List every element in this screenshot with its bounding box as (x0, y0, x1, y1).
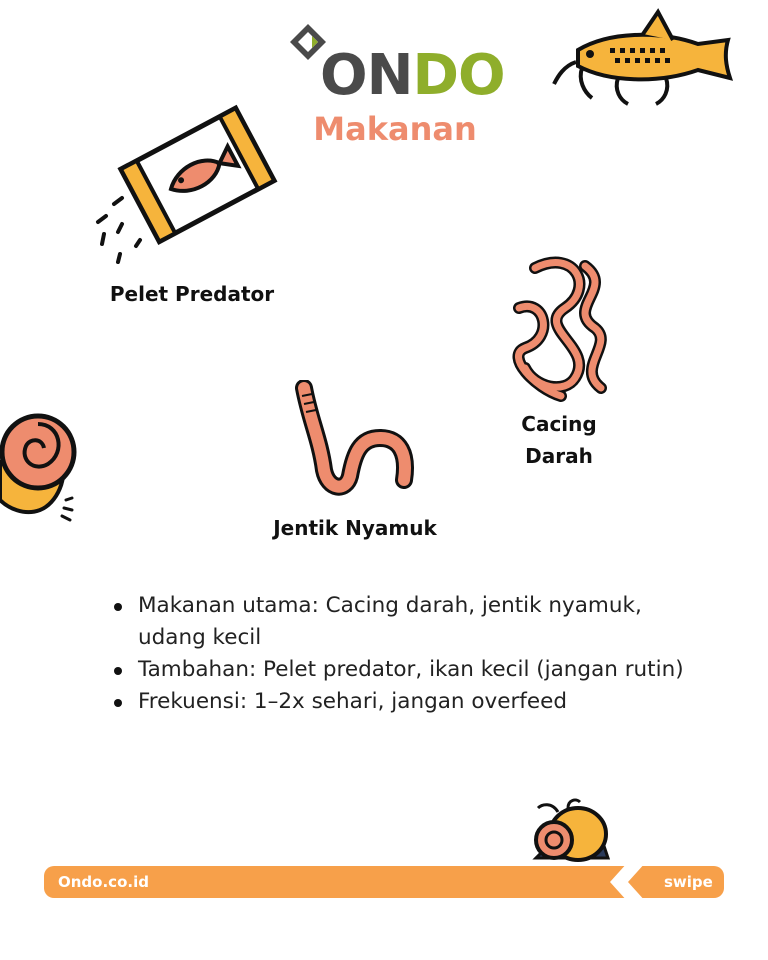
snail-small-icon (528, 798, 612, 868)
logo-wordmark (320, 43, 505, 108)
list-item: Makanan utama: Cacing darah, jentik nyamuk, udang kecil (110, 590, 750, 654)
food-label-cacing-darah (480, 408, 638, 472)
swipe-button[interactable]: swipe (664, 873, 713, 891)
catfish-icon (548, 4, 738, 112)
food-label-pelet-predator: Pelet Predator (109, 282, 275, 306)
food-label-jentik-nyamuk: Jentik Nyamuk (273, 516, 437, 540)
worm-icon (290, 380, 420, 500)
fish-food-pack-icon (92, 104, 282, 272)
bloodworm-icon (505, 248, 621, 408)
logo-part-do: DO (412, 43, 505, 108)
chevron-left-icon (600, 860, 660, 904)
brand-logo (288, 22, 505, 108)
logo-part-on: ON (320, 43, 413, 108)
list-item: Tambahan: Pelet predator, ikan kecil (jangan rutin) (110, 654, 750, 686)
list-item: Frekuensi: 1–2x sehari, jangan overfeed (110, 686, 750, 718)
food-label-line-1: Cacing (521, 412, 597, 436)
feeding-info-list (110, 590, 750, 718)
footer-url-link[interactable]: Ondo.co.id (58, 873, 149, 891)
food-label-line-2: Darah (525, 444, 593, 468)
page-title: Makanan (313, 110, 477, 148)
snail-icon (0, 404, 84, 522)
